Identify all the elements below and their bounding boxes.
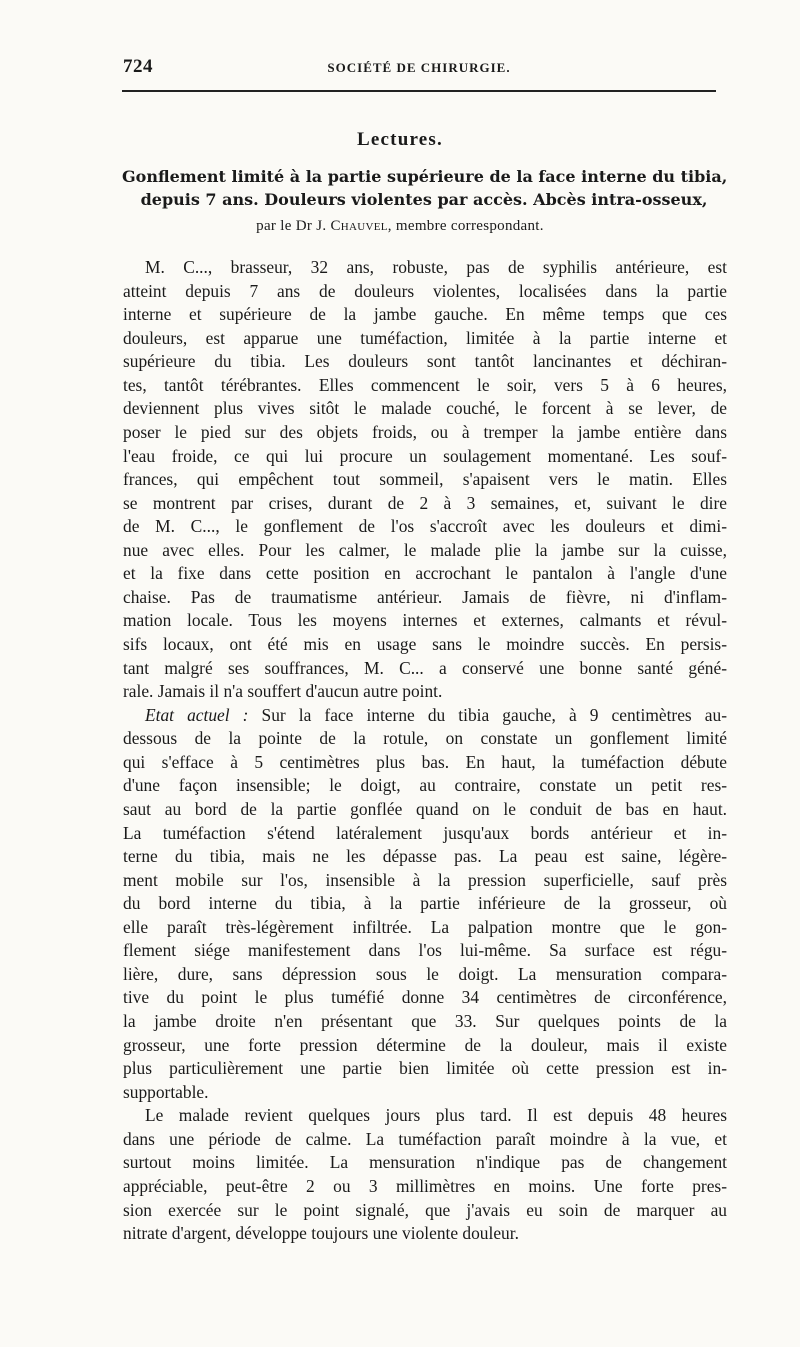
text-line [123,609,727,633]
text-line-content: tant malgré ses souffrances, M. C... a conservé une bonne santé géné- [123,657,727,678]
text-line-content: tive du point le plus tuméfié donne 34 centimètres de circonférence, [123,987,727,1008]
article-title-line: Gonflement limité à la partie supérieure de la face interne du tibia, [122,167,728,186]
text-line [123,303,727,327]
text-line-content: l'eau froide, ce qui lui procure un soulagement momentané. Les souf- [123,445,727,466]
text-line [123,1222,727,1246]
text-line-content: qui s'efface à 5 centimètres plus bas. En haut, la tuméfaction débute [123,751,727,772]
running-head [123,56,715,80]
text-line [123,657,727,681]
text-line [123,727,727,751]
text-line-content: lière, dure, sans dépression sous le doigt. La mensuration compara- [123,963,727,984]
text-line-content: tes, tantôt térébrantes. Elles commencent le soir, vers 5 à 6 heures, [123,374,727,395]
text-line [123,774,727,798]
text-line-content: La tuméfaction s'étend latéralement jusqu'aux bords antérieur et in- [123,822,727,843]
article-title [122,166,726,211]
text-line-content: plus particulièrement une partie bien limitée où cette pression est in- [123,1058,727,1079]
text-line-content: deviennent plus vives sitôt le malade couché, le forcent à se lever, de [123,398,727,419]
byline [0,218,800,235]
text-line [123,1010,727,1034]
text-line [123,892,727,916]
text-line-content: Le malade revient quelques jours plus tard. Il est depuis 48 heures [145,1105,727,1126]
text-line-content: et la fixe dans cette position en accrochant le pantalon à l'angle d'une [123,563,727,584]
running-title: SOCIÉTÉ DE CHIRURGIE. [327,60,511,75]
text-line-content: Sur la face interne du tibia gauche, à 9 centimètres au- [261,704,727,725]
text-line [123,704,727,728]
text-line-content: sion exercée sur le point signalé, que j'avais eu soin de marquer au [123,1199,727,1220]
text-line [123,562,727,586]
text-line-content: interne et supérieure de la jambe gauche. En même temps que ces [123,304,727,325]
text-line-content: ment mobile sur l'os, insensible à la pression superficielle, sauf près [123,869,727,890]
byline-suffix: membre correspondant. [395,218,544,234]
text-line-content: la jambe droite n'en présentant que 33. Sur quelques points de la [123,1011,727,1031]
text-line-content: elle paraît très-légèrement infiltrée. La palpation montre que le gon- [123,916,727,937]
text-line [123,1199,727,1223]
text-line [123,1057,727,1081]
paragraph [123,256,727,704]
text-line-content: sifs locaux, ont été mis en usage sans le moindre succès. En persis- [123,634,727,654]
text-line [123,421,727,445]
text-line [123,986,727,1010]
paragraph-lead-in: Etat actuel : [145,704,249,725]
text-line [123,798,727,822]
text-line [123,822,727,846]
byline-author: Chauvel, [330,218,392,234]
text-line-content: poser le pied sur des objets froids, ou à tremper la jambe entière dans [123,421,727,442]
text-line-content: dans une période de calme. La tuméfaction paraît moindre à la vue, et [123,1128,727,1149]
text-line [123,1104,727,1128]
text-line-content: dessous de la pointe de la rotule, on constate un gonflement limité [123,728,727,749]
text-line-content: mation locale. Tous les moyens internes et externes, calmants et révul- [123,610,727,631]
text-line [123,751,727,775]
text-line [123,586,727,610]
text-line [123,468,727,492]
text-line [123,327,727,351]
text-line [123,1034,727,1058]
text-line [123,515,727,539]
text-line-content: M. C..., brasseur, 32 ans, robuste, pas de syphilis antérieure, est [145,257,727,277]
text-line-content: nitrate d'argent, développe toujours une violente douleur. [123,1223,519,1244]
text-line-content: grosseur, une forte pression détermine de la douleur, mais il existe [123,1034,727,1055]
text-line-content: frances, qui empêchent tout sommeil, s'apaisent vers le matin. Elles [123,469,727,490]
text-line [123,397,727,421]
text-line [123,916,727,940]
text-line [123,869,727,893]
text-line [123,539,727,563]
section-title: Lectures. [357,129,443,150]
text-line [123,1081,727,1105]
text-line [123,680,727,704]
text-line [123,280,727,304]
text-line-content: de M. C..., le gonflement de l'os s'accroît avec les douleurs et dimi- [123,516,727,537]
article-body [123,256,727,1246]
text-line [123,963,727,987]
text-line [123,633,727,657]
text-line-content: douleurs, est apparue une tuméfaction, limitée à la partie interne et [123,327,727,348]
text-line-content: rale. Jamais il n'a souffert d'aucun autre point. [123,681,443,702]
paragraph [123,704,727,1105]
text-line [123,445,727,469]
text-line-content: du bord interne du tibia, à la partie inférieure de la grosseur, où [123,893,727,914]
text-line [123,256,727,280]
text-line [123,1128,727,1152]
byline-prefix: par le Dr J. [256,218,327,234]
text-line-content: saut au bord de la partie gonflée quand on le conduit de bas en haut. [123,798,727,819]
article-title-line: depuis 7 ans. Douleurs violentes par accès. Abcès intra-osseux, [140,189,708,209]
text-line-content: d'une façon insensible; le doigt, au contraire, constate un petit res- [123,775,727,796]
text-line-content: atteint depuis 7 ans de douleurs violentes, localisées dans la partie [123,280,727,301]
text-line-content: terne du tibia, mais ne les dépasse pas. La peau est saine, légère- [123,846,727,867]
text-line [123,350,727,374]
text-line [123,939,727,963]
text-line-content: nue avec elles. Pour les calmer, le malade plie la jambe sur la cuisse, [123,539,727,560]
text-line-content: surtout moins limitée. La mensuration n'indique pas de changement [123,1152,727,1173]
paragraph [123,1104,727,1245]
text-line [123,1151,727,1175]
text-line-content: chaise. Pas de traumatisme antérieur. Jamais de fièvre, ni d'inflam- [123,586,727,607]
text-line [123,1175,727,1199]
text-line-content: appréciable, peut-être 2 ou 3 millimètres en moins. Une forte pres- [123,1175,727,1196]
text-line-content: flement siége manifestement dans l'os lui-même. Sa surface est régu- [123,940,727,961]
text-line-content: supérieure du tibia. Les douleurs sont tantôt lancinantes et déchiran- [123,351,727,372]
text-line-content: supportable. [123,1081,209,1102]
text-line [123,845,727,869]
text-line [123,374,727,398]
page-number: 724 [123,56,153,77]
text-line [123,492,727,516]
header-rule [122,90,716,92]
text-line-content: se montrent par crises, durant de 2 à 3 semaines, et, suivant le dire [123,492,727,513]
